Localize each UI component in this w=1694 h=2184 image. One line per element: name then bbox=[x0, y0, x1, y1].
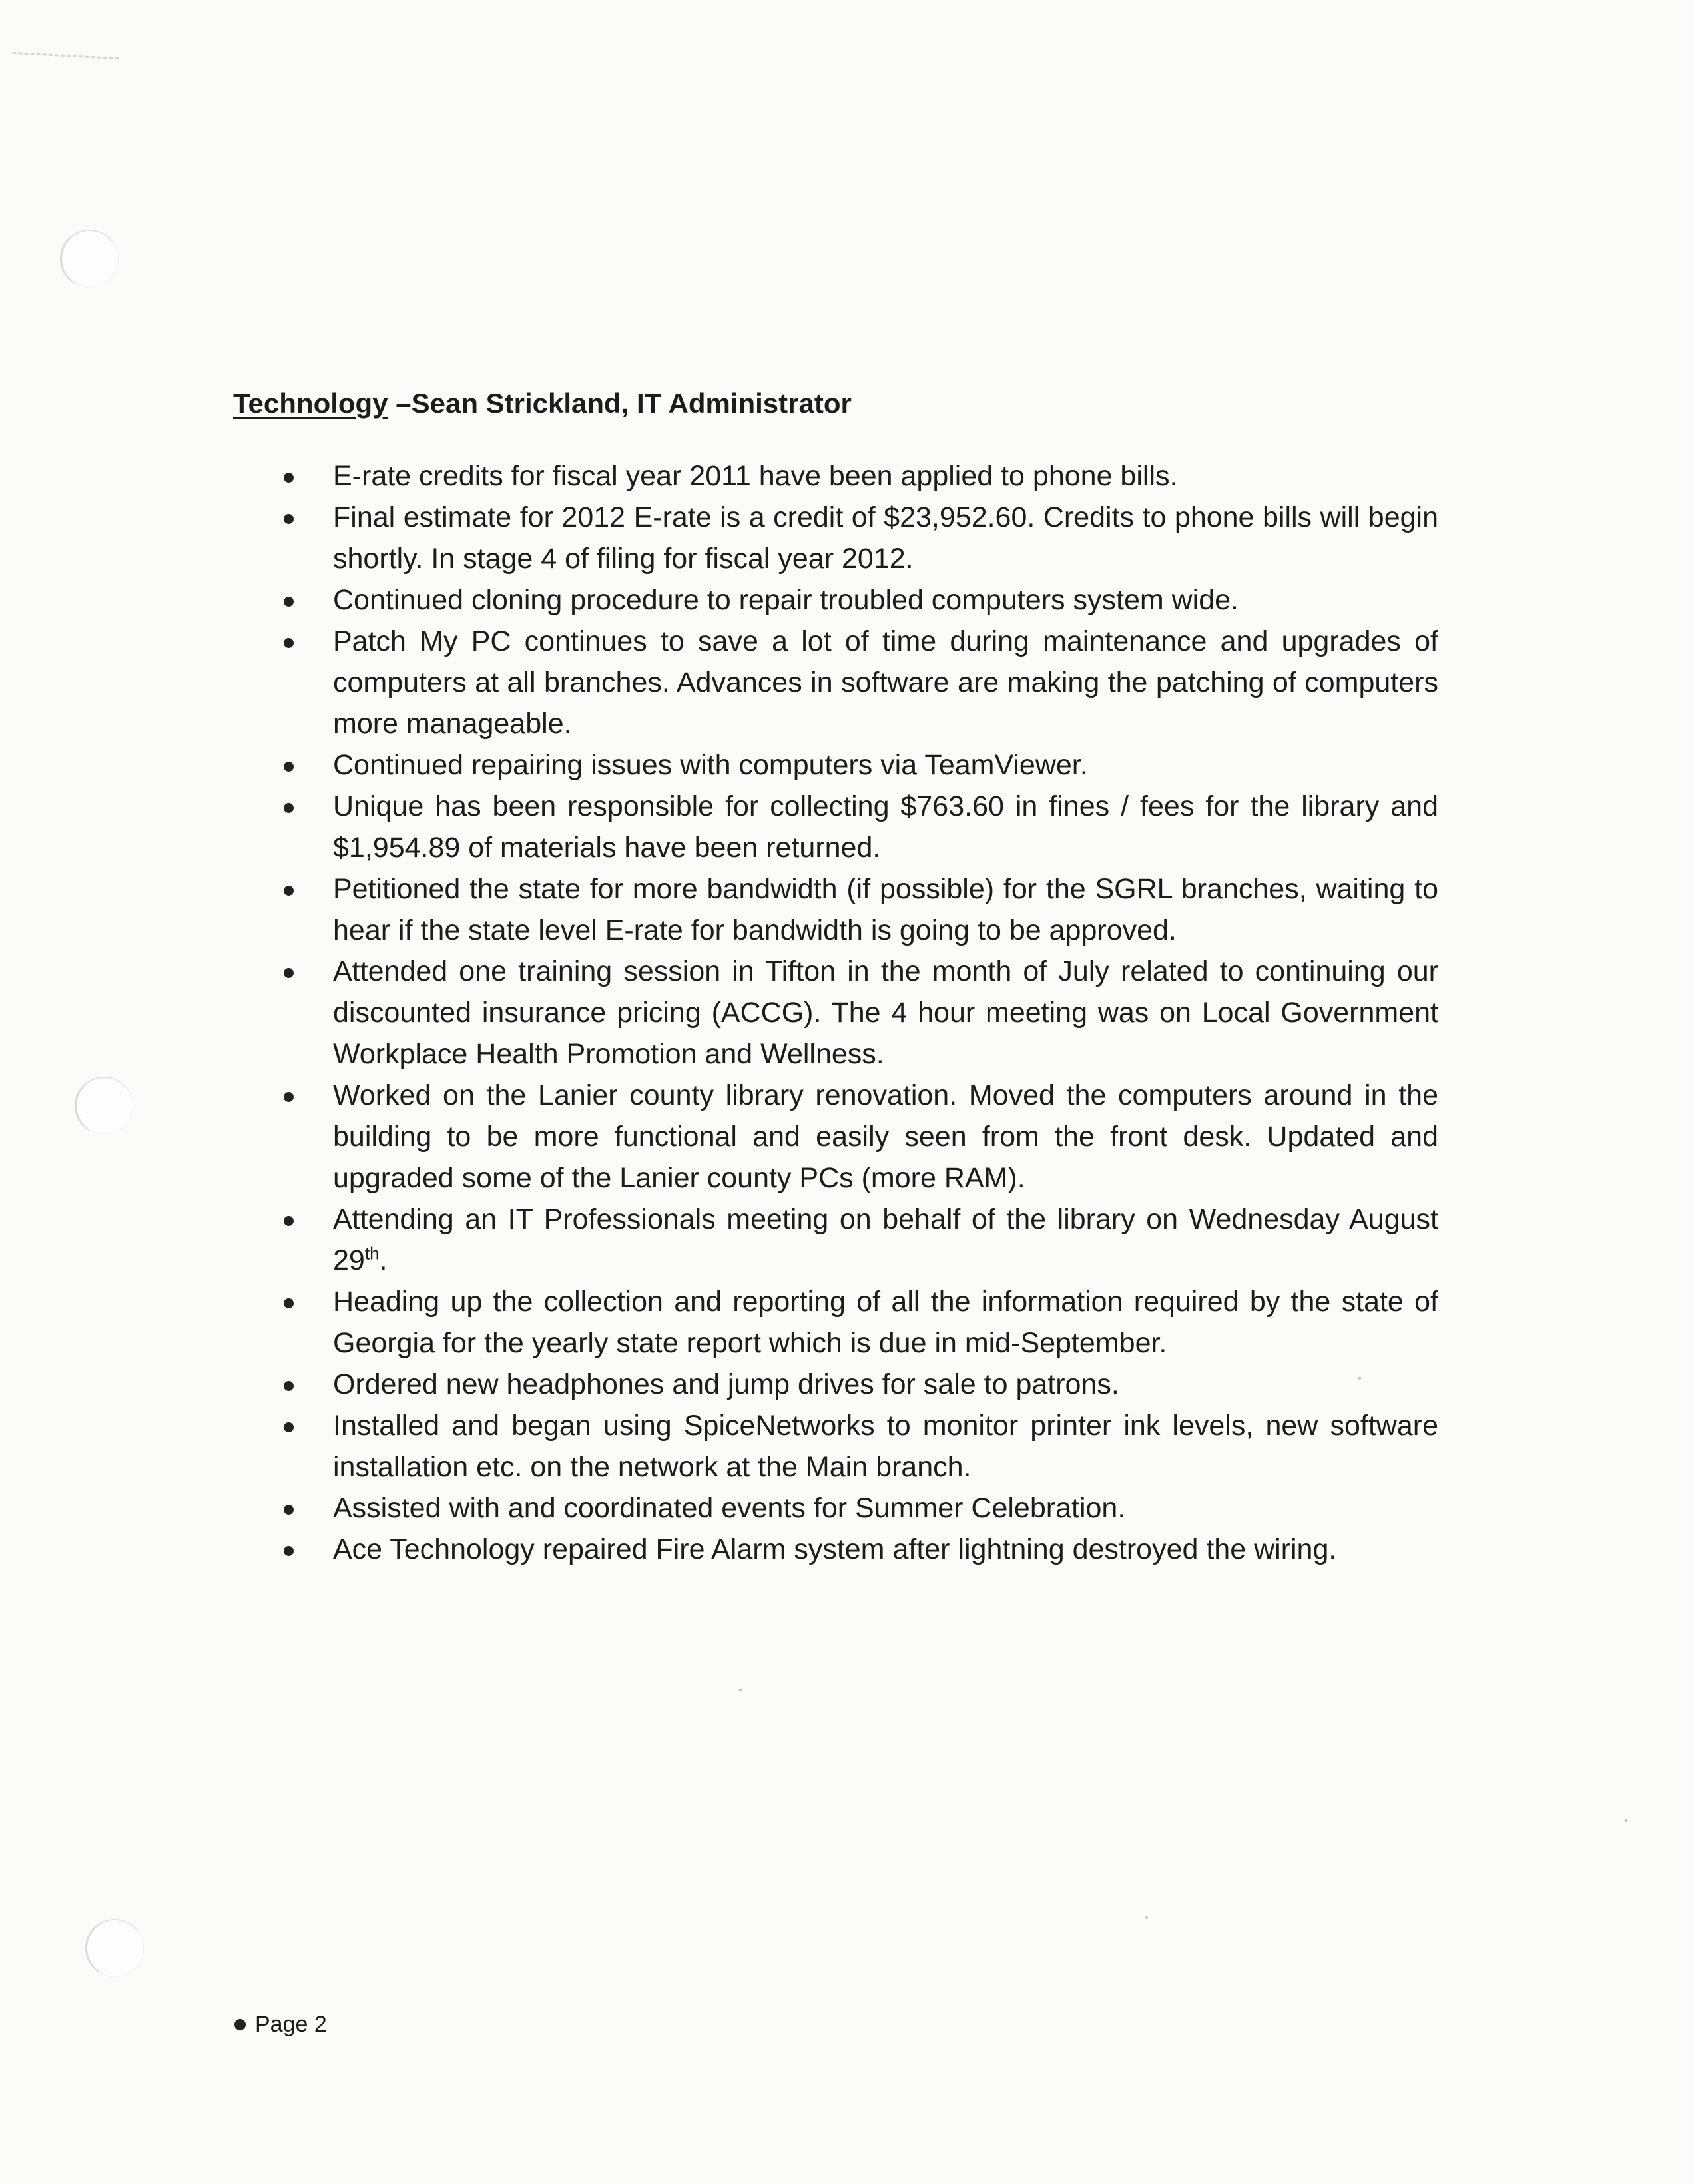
bullet-icon bbox=[284, 638, 294, 648]
list-item bbox=[280, 786, 1438, 868]
bullet-icon bbox=[284, 514, 294, 524]
bullet-icon bbox=[284, 597, 294, 607]
page-number: Page 2 bbox=[255, 2012, 327, 2037]
bullet-icon bbox=[284, 803, 294, 813]
bullet-icon bbox=[284, 1381, 294, 1391]
list-item-text: Unique has been responsible for collecting $763.60 in fines / fees for the library and $1,954.89 of materials have been returned. bbox=[333, 790, 1438, 864]
list-item bbox=[280, 455, 1438, 497]
list-item-text: Installed and began using SpiceNetworks to monitor printer ink levels, new software installation etc. on the network at the Main branch. bbox=[333, 1410, 1438, 1483]
list-item bbox=[280, 579, 1438, 621]
bullet-icon bbox=[284, 1422, 294, 1432]
page-footer bbox=[234, 2012, 327, 2038]
list-item bbox=[280, 621, 1438, 744]
list-item-text: Assisted with and coordinated events for Summer Celebration. bbox=[333, 1492, 1126, 1524]
list-item bbox=[280, 868, 1438, 951]
list-item-text: E-rate credits for fiscal year 2011 have been applied to phone bills. bbox=[333, 460, 1178, 492]
list-item bbox=[280, 1529, 1438, 1570]
ordinal-suffix: th bbox=[364, 1243, 380, 1264]
punch-hole-top bbox=[60, 230, 119, 288]
bullet-icon bbox=[284, 1505, 294, 1515]
list-item bbox=[280, 1405, 1438, 1488]
report-bullet-list bbox=[280, 455, 1438, 1570]
list-item-text: Final estimate for 2012 E-rate is a credit of $23,952.60. Credits to phone bills will begin shortly. In stage 4 of filing for fiscal year 2012. bbox=[333, 501, 1438, 575]
punch-hole-middle bbox=[75, 1077, 133, 1135]
list-item bbox=[280, 1488, 1438, 1529]
list-item-text: Attending an IT Professionals meeting on behalf of the library on Wednesday August 29 bbox=[333, 1203, 1438, 1276]
list-item-text: Attended one training session in Tifton in the month of July related to continuing our discounted insurance pricing (ACCG). The 4 hour meeting was on Local Government Workplace Health Promotion and Wellness. bbox=[333, 956, 1438, 1070]
bullet-icon bbox=[284, 1546, 294, 1556]
bullet-icon bbox=[284, 762, 294, 772]
paper-speck bbox=[1145, 1916, 1148, 1919]
list-item bbox=[280, 1075, 1438, 1199]
list-item-text: Ordered new headphones and jump drives for sale to patrons. bbox=[333, 1368, 1119, 1400]
list-item-text: Petitioned the state for more bandwidth (if possible) for the SGRL branches, waiting to hear if the state level E-rate for bandwidth is going to be approved. bbox=[333, 873, 1438, 946]
list-item bbox=[280, 1364, 1438, 1405]
list-item-text-end: . bbox=[379, 1244, 388, 1276]
paper-speck bbox=[1625, 1819, 1627, 1822]
list-item-text: Heading up the collection and reporting of all the information required by the state of Georgia for the yearly state report which is due in mid-September. bbox=[333, 1286, 1438, 1359]
paper-smudge bbox=[12, 52, 119, 66]
list-item-text: Continued cloning procedure to repair troubled computers system wide. bbox=[333, 584, 1239, 616]
list-item bbox=[280, 951, 1438, 1075]
section-author: –Sean Strickland, IT Administrator bbox=[388, 388, 852, 419]
list-item-text: Patch My PC continues to save a lot of time during maintenance and upgrades of computers at all branches. Advances in software are making the patching of computers more manageable. bbox=[333, 625, 1438, 740]
footer-bullet-icon bbox=[234, 2019, 246, 2030]
bullet-icon bbox=[284, 1092, 294, 1102]
section-title: Technology bbox=[233, 388, 388, 419]
bullet-icon bbox=[284, 1216, 294, 1226]
paper-speck bbox=[739, 1689, 742, 1691]
bullet-icon bbox=[284, 886, 294, 896]
list-item-text: Ace Technology repaired Fire Alarm system after lightning destroyed the wiring. bbox=[333, 1533, 1337, 1565]
section-heading bbox=[233, 388, 852, 419]
list-item-text: Continued repairing issues with computers via TeamViewer. bbox=[333, 749, 1088, 781]
list-item bbox=[280, 1199, 1438, 1281]
list-item bbox=[280, 1281, 1438, 1364]
list-item-text: Worked on the Lanier county library renovation. Moved the computers around in the building to be more functional and easily seen from the front desk. Updated and upgraded some of the Lanier county PCs (more RAM). bbox=[333, 1079, 1438, 1194]
bullet-icon bbox=[284, 473, 294, 483]
punch-hole-bottom bbox=[85, 1919, 144, 1977]
list-item bbox=[280, 744, 1438, 786]
list-item bbox=[280, 497, 1438, 579]
bullet-icon bbox=[284, 968, 294, 978]
bullet-icon bbox=[284, 1298, 294, 1308]
